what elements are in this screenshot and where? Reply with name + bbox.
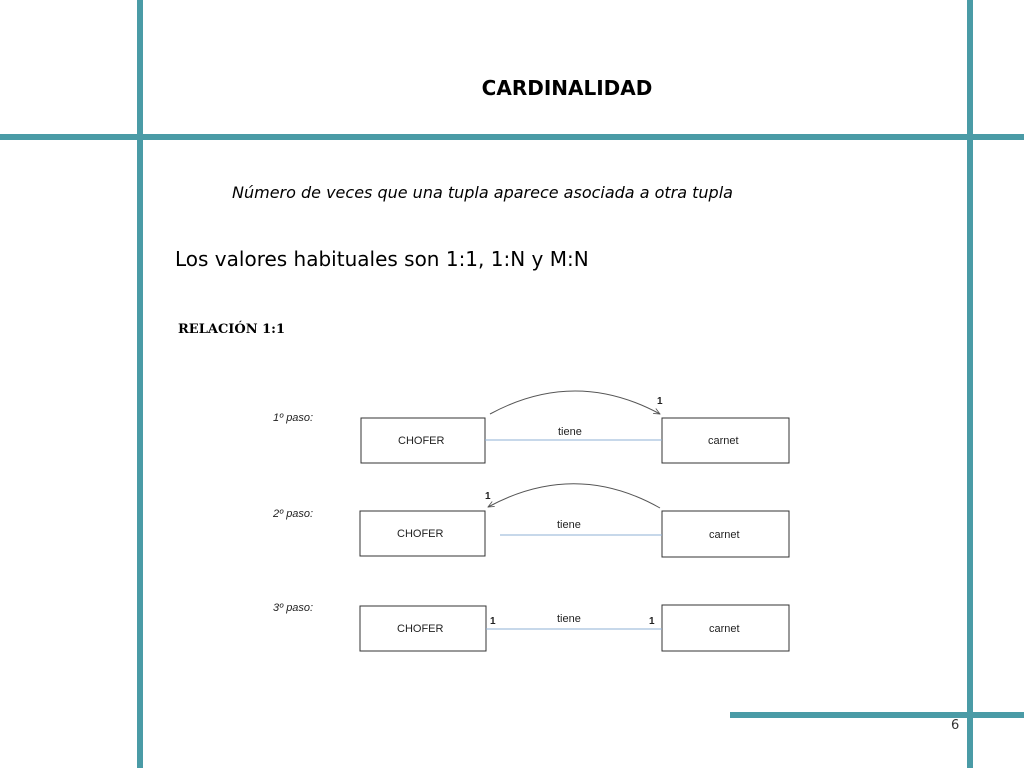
step-3-cardinality-left: 1 — [490, 616, 496, 627]
step-1-entity-left: CHOFER — [398, 435, 445, 447]
diagram-step-2 — [272, 484, 789, 557]
step-3-relation: tiene — [557, 613, 581, 625]
section-title: RELACIÓN 1:1 — [178, 322, 285, 337]
definition-text: Número de veces que una tupla aparece asociada a otra tupla — [232, 183, 733, 202]
step-2-entity-left: CHOFER — [397, 528, 444, 540]
step-2-relation: tiene — [557, 519, 581, 531]
step-2-entity-right: carnet — [709, 529, 740, 541]
step-3-label: 3º paso: — [273, 602, 314, 614]
step-3-entity-right: carnet — [709, 623, 740, 635]
step-2-arrow-arc — [488, 484, 660, 508]
step-3-cardinality-right: 1 — [649, 616, 655, 627]
step-1-label: 1º paso: — [273, 412, 314, 424]
slide-title: CARDINALIDAD — [481, 76, 653, 100]
values-text: Los valores habituales son 1:1, 1:N y M:N — [175, 247, 589, 271]
step-1-cardinality: 1 — [657, 396, 663, 407]
step-3-entity-left: CHOFER — [397, 623, 444, 635]
step-1-entity-right: carnet — [708, 435, 739, 447]
step-2-label: 2º paso: — [273, 508, 314, 520]
diagram-step-3 — [273, 602, 789, 651]
step-1-relation: tiene — [558, 426, 582, 438]
step-1-arrow-arc — [490, 391, 660, 414]
diagram-step-1 — [273, 391, 789, 463]
page-number: 6 — [951, 718, 960, 733]
step-2-cardinality: 1 — [485, 491, 491, 502]
